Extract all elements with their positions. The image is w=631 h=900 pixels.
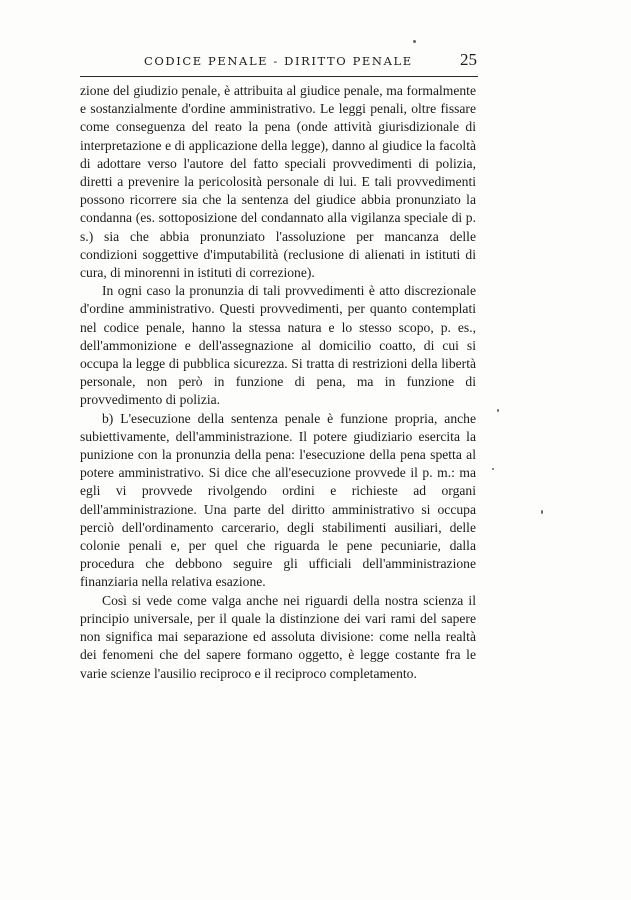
scan-speck <box>413 40 416 43</box>
scan-speck <box>541 510 543 514</box>
paragraph-continuation: zione del giudizio penale, è attribuita al giudice penale, ma formalmente e sostanzialmente d'ordine amministrativo. Le leggi penali, oltre fissare come conseguenza del reato la pena (onde attività giurisdizionale di interpretazione e di applicazione della legge), danno al giudice la facoltà di adottare verso l'autore del fatto speciali provvedimenti di polizia, diretti a prevenire la pericolosità personale di lui. E tali provvedimenti possono ricorrere sia che la sentenza del giudice abbia pronunziato la condanna (es. sottoposizione del condannato alla vigilanza speciale di p. s.) sia che abbia pronunziato l'assoluzione per mancanza delle condizioni soggettive d'imputabilità (reclusione di alienati in istituti di cura, di minorenni in istituti di correzione). <box>80 83 476 281</box>
paragraph-esecuzione: b) L'esecuzione della sentenza penale è funzione propria, anche subiettivamente, dell'amministrazione. Il potere giudiziario esercita la punizione con la pronunzia della pena: l'esecuzione della pena spetta al potere amministrativo. Si dice che all'esecuzione provvede il p. m.: ma egli vi provvede rivolgendo ordini e richieste ad organi dell'amministrazione. Una parte del diritto amministrativo si occupa perciò dell'ordinamento carcerario, degli stabilimenti ausiliari, delle colonie penali e, per quel che riguarda le pene pecuniarie, dalla procedura che debbono seguire gli ufficiali dell'amministrazione finanziaria nella relativa esazione. <box>80 410 476 590</box>
header-rule <box>80 76 478 77</box>
scan-speck <box>492 468 494 470</box>
page-number: 25 <box>460 50 477 69</box>
running-head: CODICE PENALE - DIRITTO PENALE <box>144 54 413 68</box>
page-header <box>80 50 480 72</box>
scan-speck <box>497 409 499 412</box>
paragraph-conclusione: Così si vede come valga anche nei riguardi della nostra scienza il principio universale, per il quale la distinzione dei vari rami del sapere non significa mai separazione ed assoluta divisione: come nella realtà dei fenomeni che del sapere formano oggetto, è legge costante fra le varie scienze l'ausilio reciproco e il reciproco completamento. <box>80 592 476 681</box>
body-text <box>80 82 476 683</box>
paragraph-provvedimenti: In ogni caso la pronunzia di tali provvedimenti è atto discrezionale d'ordine amministrativo. Questi provvedimenti, per quanto contemplati nel codice penale, hanno la stessa natura e lo stesso scopo, p. es., dell'ammonizione e dell'assegnazione al domicilio coatto, di cui si occupa la legge di pubblica sicurezza. Si tratta di restrizioni della libertà personale, non però in funzione di pena, ma in funzione di provvedimento di polizia. <box>80 283 476 408</box>
